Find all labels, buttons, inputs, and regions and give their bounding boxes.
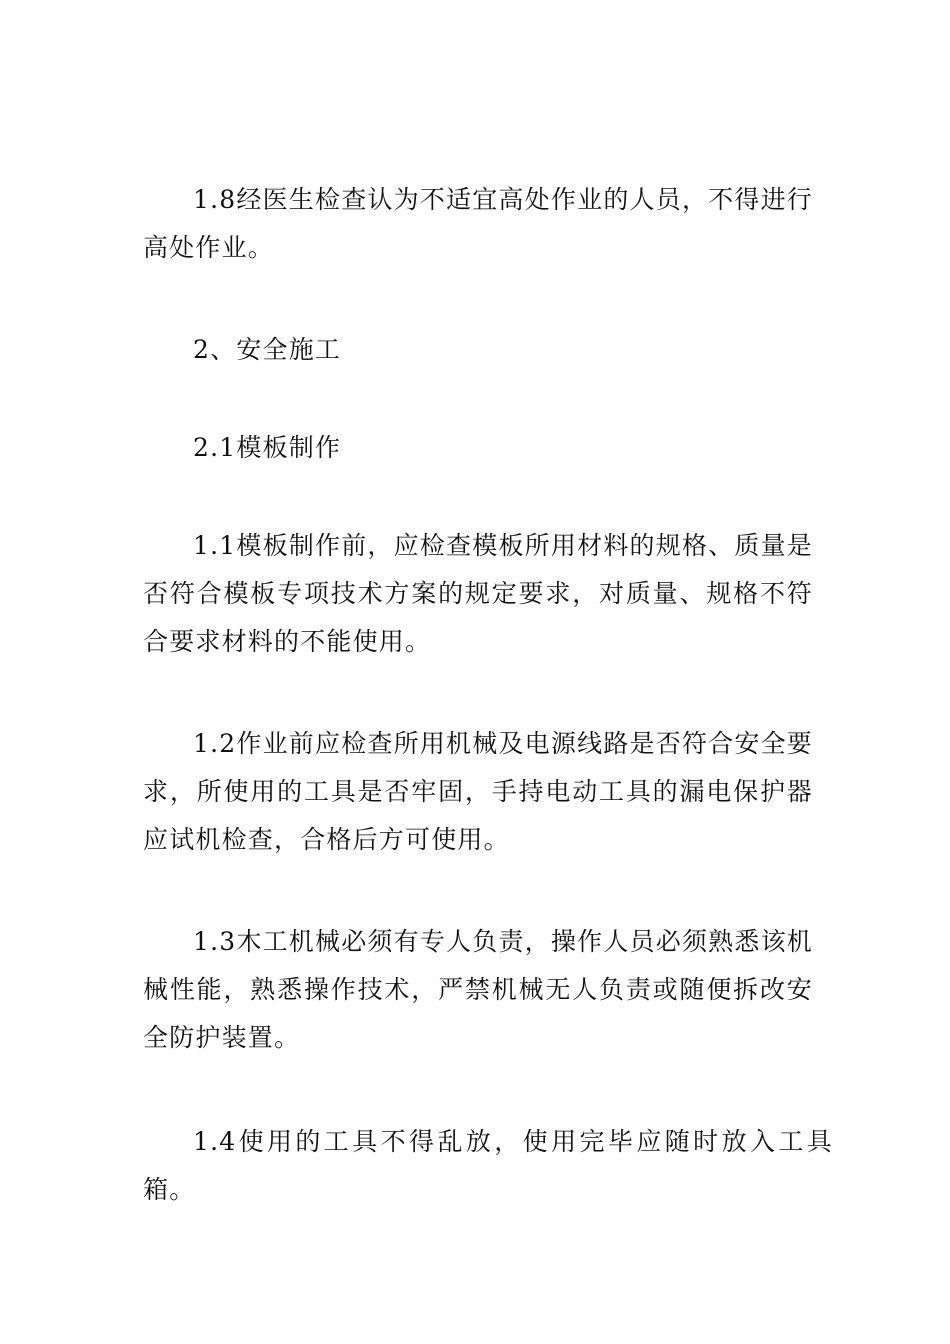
paragraph-1-8: 1.8经医生检查认为不适宜高处作业的人员，不得进行高处作业。 [143,185,813,262]
subsection-heading-2-1: 2.1模板制作 [193,433,342,462]
paragraph-1-4: 1.4使用的工具不得乱放，使用完毕应随时放入工具箱。 [143,1127,833,1204]
paragraph-1-2: 1.2作业前应检查所用机械及电源线路是否符合安全要求，所使用的工具是否牢固，手持电动工具的漏电保护器应试机检查，合格后方可使用。 [143,729,813,854]
paragraph-1-1: 1.1模板制作前，应检查模板所用材料的规格、质量是否符合模板专项技术方案的规定要求，对质量、规格不符合要求材料的不能使用。 [143,531,813,656]
section-heading-2: 2、安全施工 [193,335,342,364]
paragraph-1-3: 1.3木工机械必须有专人负责，操作人员必须熟悉该机械性能，熟悉操作技术，严禁机械无人负责或随便拆改安全防护装置。 [143,927,813,1052]
